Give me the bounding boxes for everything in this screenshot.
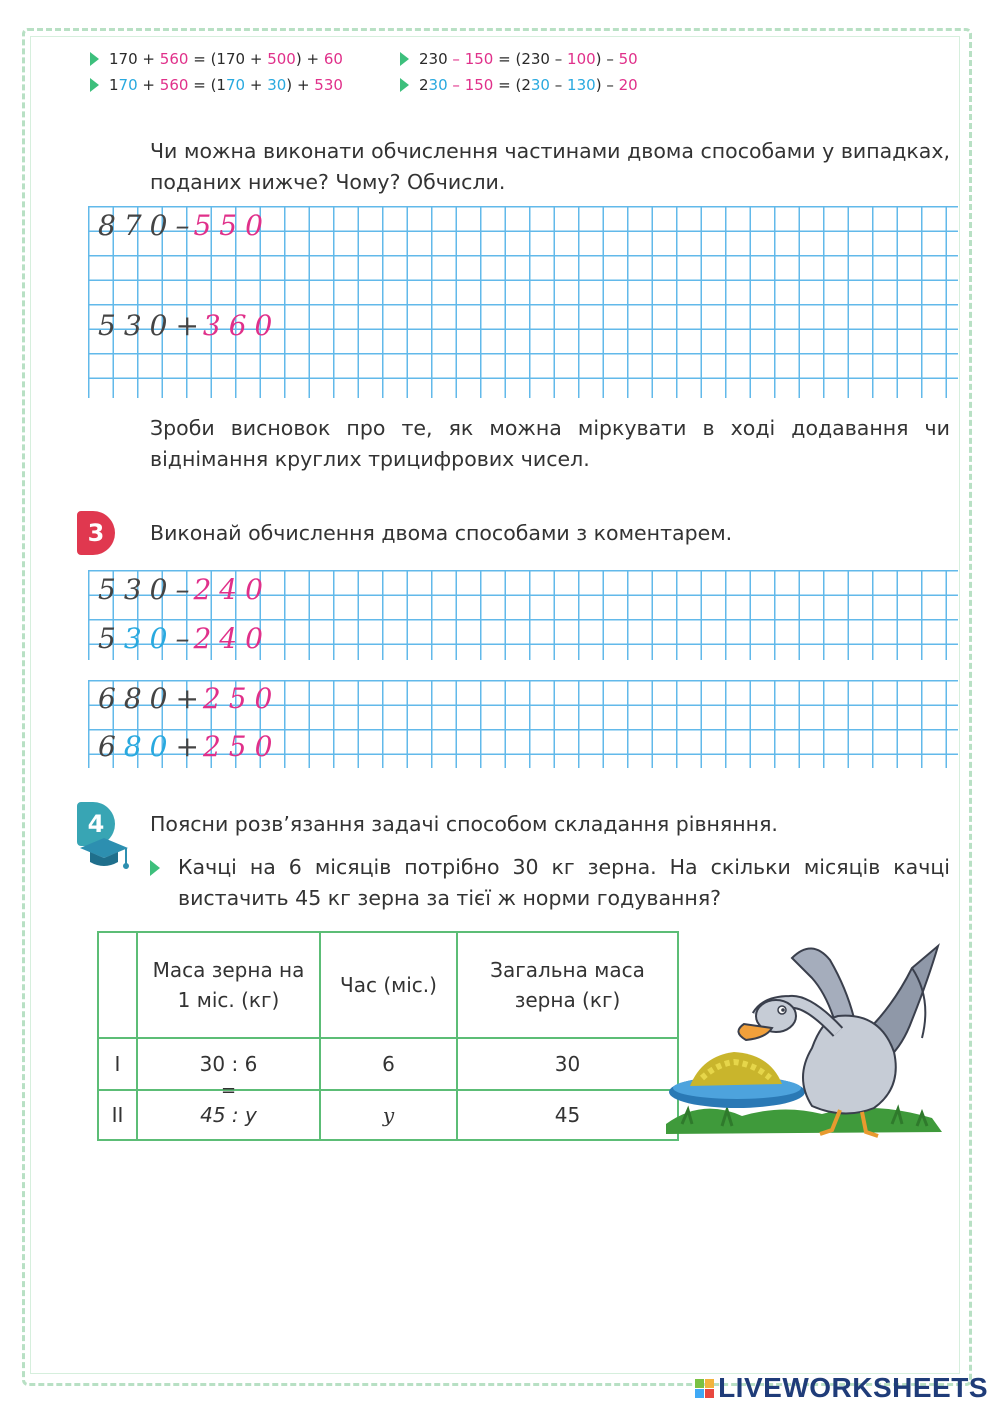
table-cell: 30 [457, 1038, 678, 1090]
graduation-cap-icon [76, 834, 132, 874]
question-text: Чи можна виконати обчислення частинами двома способами у випадках, поданих нижче? Чому? Обчисли. [150, 139, 950, 194]
task-3-text: Виконай обчислення двома способами з коментарем. [150, 521, 733, 545]
expression-530-240: 530–240 [98, 573, 271, 606]
table-cell: 45 : y [137, 1090, 320, 1140]
task-4-problem [150, 852, 950, 914]
watermark-text: LIVEWORKSHEETS [718, 1372, 988, 1403]
task-4-badge: 4 [77, 802, 115, 846]
conclusion-text: Зроби висновок про те, як можна міркувати в ході додавання чи віднімання круглих трицифрових чисел. [150, 416, 950, 471]
expression-530-360: 530+360 [98, 309, 281, 342]
bullet-arrow-icon [400, 52, 409, 66]
bullet-arrow-icon [90, 52, 99, 66]
table-cell: II [98, 1090, 137, 1140]
table-cell: 6 [320, 1038, 457, 1090]
bullet-arrow-icon [400, 78, 409, 92]
bullet-arrow-icon [150, 860, 160, 876]
liveworksheets-logo-icon [695, 1379, 714, 1398]
liveworksheets-watermark [695, 1372, 988, 1404]
table-cell: 45 [457, 1090, 678, 1140]
formula-2: 1 70 + 560 = (1 70 + 30 ) + 530 [90, 76, 343, 94]
problem-text: Качці на 6 місяців потрібно 30 кг зерна. На скільки місяців качці вистачить 45 кг зерна за тієї ж норми годування? [178, 855, 950, 910]
table-cell: I [98, 1038, 137, 1090]
table-header-row [98, 932, 678, 1038]
expression-680-250: 680+250 [98, 682, 281, 715]
formula-1: 170 + 560 = (170 + 500 ) + 60 [90, 50, 343, 68]
equals-sign: = [220, 1080, 237, 1101]
header-cell: Час (міс.) [320, 932, 457, 1038]
expression-530-240-split: 530–240 [98, 622, 271, 655]
formula-4: 2 30 – 150 = (2 30 – 130 ) – 20 [400, 76, 638, 94]
table-cell: y [320, 1090, 457, 1140]
header-cell: Загальна маса зерна (кг) [457, 932, 678, 1038]
task-4-text: Поясни розв’язання задачі способом складання рівняння. [150, 812, 778, 836]
formula-3: 230 – 150 = (230 – 100 ) – 50 [400, 50, 638, 68]
table-row [98, 1038, 678, 1090]
header-cell [98, 932, 137, 1038]
bullet-arrow-icon [90, 78, 99, 92]
task-3-badge: 3 [77, 511, 115, 555]
table-cell: 30 : 6 = [137, 1038, 320, 1090]
expression-870-550: 870–550 [98, 209, 271, 242]
expression-680-250-split: 680+250 [98, 730, 281, 763]
header-cell: Маса зерна на 1 міс. (кг) [137, 932, 320, 1038]
goose-illustration [662, 928, 952, 1138]
data-table [97, 931, 679, 1141]
